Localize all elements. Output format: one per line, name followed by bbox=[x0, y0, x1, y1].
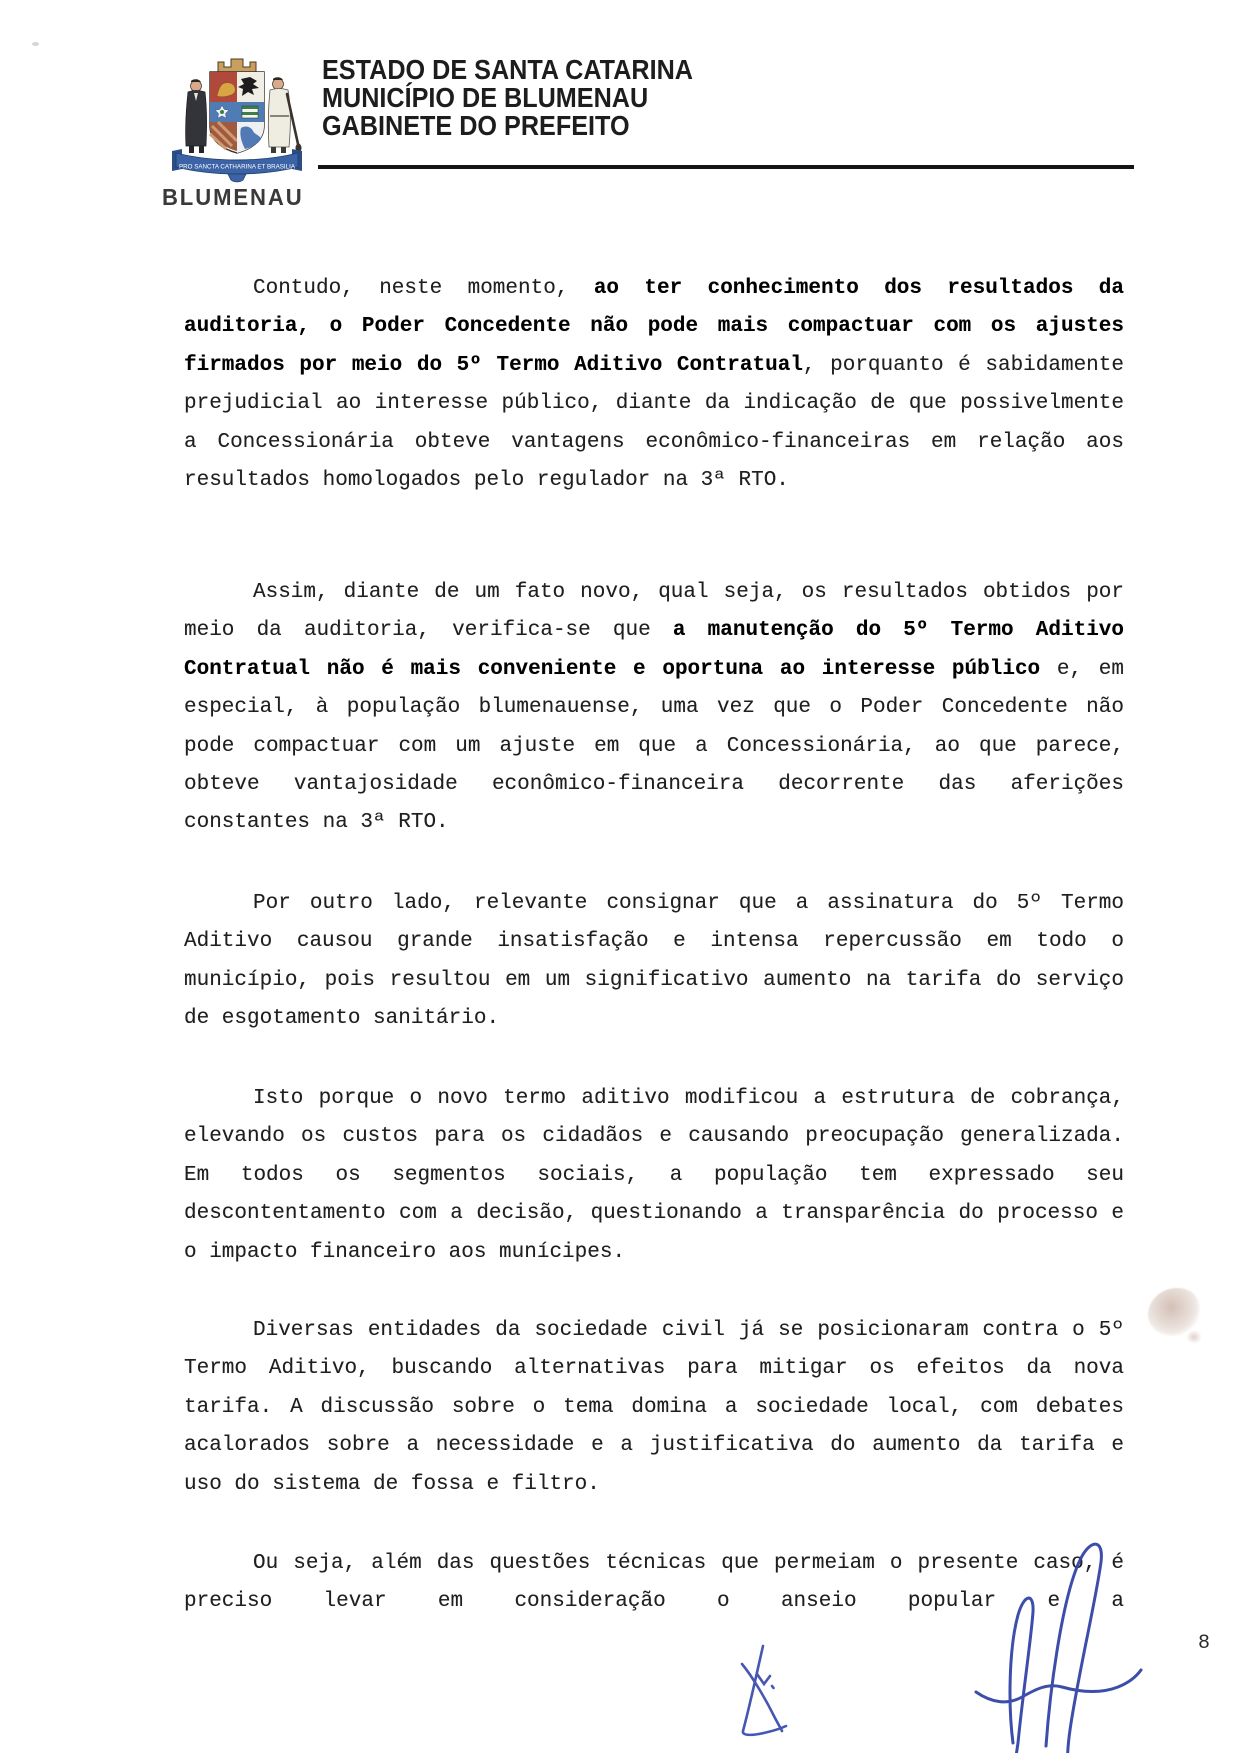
text-segment: Contudo, neste momento, bbox=[253, 277, 594, 300]
text-segment: Por outro lado, relevante consignar que a assinatura do 5º Termo Aditivo causou grande insatisfação e intensa repercussão em todo o município, pois resultou em um significativo aumento na tarifa do serviço de esgotamento sanitário. bbox=[184, 892, 1124, 1031]
letterhead-line-state: ESTADO DE SANTA CATARINA bbox=[322, 54, 693, 85]
paragraph-1 bbox=[184, 270, 1124, 500]
text-segment: Assim, diante de um fato novo, qual seja, os resultados obtidos por meio da auditoria, verifica-se que bbox=[184, 581, 1124, 643]
text-segment: e, em especial, à população blumenauense, uma vez que o Poder Concedente não pode compactuar com um ajuste em que a Concessionária, ao que parece, obteve vantajosidade econômico-financeira decorrente das aferições constantes na 3ª RTO. bbox=[184, 657, 1124, 835]
letterhead-line-municipality: MUNICÍPIO DE BLUMENAU bbox=[322, 82, 649, 113]
document-body bbox=[184, 0, 1124, 1753]
bold-text-segment: ao ter conhecimento dos resultados da auditoria, o Poder Concedente não pode mais compactuar com os ajustes firmados por meio do 5º Termo Aditivo Contratual bbox=[184, 277, 1125, 377]
scan-speck bbox=[32, 42, 39, 46]
signature-flourish-icon bbox=[976, 1544, 1141, 1753]
svg-text:PRO SANCTA CATHARINA ET BRASIL: PRO SANCTA CATHARINA ET BRASILIA bbox=[179, 163, 296, 171]
initials-rubric-icon bbox=[742, 1646, 786, 1735]
scan-stain bbox=[1148, 1288, 1200, 1336]
scan-stain-tail bbox=[1186, 1330, 1202, 1344]
paragraph-4 bbox=[184, 1080, 1124, 1272]
page-number: 8 bbox=[1198, 1632, 1211, 1655]
text-segment: , porquanto é sabidamente prejudicial ao interesse público, diante da indicação de que possivelmente a Concessionária obteve vantagens econômico-financeiras em relação aos resultados homologados pelo regulador na 3ª RTO. bbox=[184, 353, 1124, 493]
handwritten-signatures bbox=[600, 1520, 1160, 1753]
text-segment: Ou seja, além das questões técnicas que permeiam o presente caso, é preciso levar em consideração o anseio popular e a bbox=[184, 1552, 1124, 1614]
letterhead-line-office: GABINETE DO PREFEITO bbox=[322, 110, 630, 141]
text-segment: Diversas entidades da sociedade civil já se posicionaram contra o 5º Termo Aditivo, buscando alternativas para mitigar os efeitos da nova tarifa. A discussão sobre o tema domina a sociedade local, com debates acalorados sobre a necessidade e a justificativa do aumento da tarifa e uso do sistema de fossa e filtro. bbox=[184, 1319, 1124, 1496]
paragraph-2 bbox=[184, 574, 1124, 843]
text-segment: Isto porque o novo termo aditivo modificou a estrutura de cobrança, elevando os custos para os cidadãos e causando preocupação generalizada. Em todos os segmentos sociais, a população tem expressado seu descontentamento com a decisão, questionando a transparência do processo e o impacto financeiro aos munícipes. bbox=[184, 1087, 1124, 1264]
bold-text-segment: a manutenção do 5º Termo Aditivo Contratual não é mais conveniente e oportuna ao interesse público bbox=[184, 619, 1125, 681]
paragraph-5 bbox=[184, 1312, 1124, 1504]
city-name-label: BLUMENAU bbox=[161, 184, 304, 210]
paragraph-3 bbox=[184, 885, 1124, 1039]
